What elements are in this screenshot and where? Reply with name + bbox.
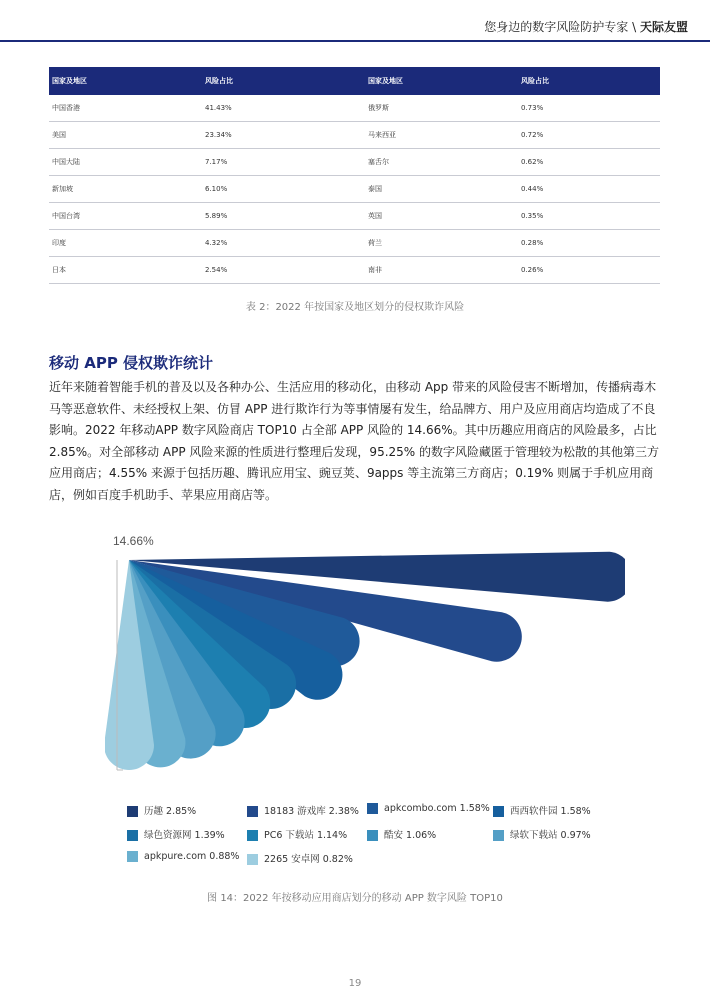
table-cell: 6.10% (202, 176, 365, 203)
table-cell: 俄罗斯 (365, 95, 518, 122)
table-cell: 美国 (49, 122, 202, 149)
table-cell: 印度 (49, 230, 202, 257)
table-cell: 中国香港 (49, 95, 202, 122)
table-cell: 23.34% (202, 122, 365, 149)
legend-swatch (127, 830, 138, 841)
legend-item (247, 851, 353, 865)
table-row (49, 203, 660, 230)
legend-label: 18183 游戏库 2.38% (264, 806, 359, 817)
legend-label: 历趣 2.85% (144, 806, 197, 817)
chart-caption: 图 14：2022 年按移动应用商店划分的移动 APP 数字风险 TOP10 (207, 893, 503, 904)
col-header-region-2: 国家及地区 (365, 67, 518, 95)
legend-label: 酷安 1.06% (384, 830, 437, 841)
header-brand: 天际友盟 (639, 20, 688, 34)
table-cell: 0.28% (518, 230, 660, 257)
legend-swatch (127, 806, 138, 817)
section-paragraph: 近年来随着智能手机的普及以及各种办公、生活应用的移动化，由移动 App 带来的风险侵害不断增加，传播病毒木马等恶意软件、未经授权上架、仿冒 APP 进行欺诈行为等事情屡有发生，给品牌方、用户及应用商店均造成了不良影响。2022 年移动APP 数字风险商店 TOP10 占全部 APP 风险的 14.66%。其中历趣应用商店的风险最多，占比 2.85%。对全部移动 APP 风险来源的性质进行整理后发现，95.25% 的数字风险藏匿于管理较为松散的其他第三方应用商店；4.55% 来源于包括历趣、腾讯应用宝、豌豆荚、9apps 等主流第三方商店；0.19% 则属于手机应用商店，例如百度手机助手、苹果应用商店等。 (49, 380, 660, 502)
table-cell: 马来西亚 (365, 122, 518, 149)
col-header-ratio-1: 风险占比 (202, 67, 365, 95)
table-row (49, 257, 660, 284)
table-cell: 塞舌尔 (365, 149, 518, 176)
risk-table (49, 67, 660, 284)
table-cell: 41.43% (202, 95, 365, 122)
header-separator: \ (632, 20, 637, 34)
legend-swatch (493, 806, 504, 817)
table-row (49, 95, 660, 122)
legend-label: apkcombo.com 1.58% (384, 803, 490, 814)
legend-swatch (127, 851, 138, 862)
table-cell: 0.44% (518, 176, 660, 203)
fan-chart (105, 530, 625, 780)
legend-label: 西西软件园 1.58% (510, 806, 591, 817)
table-cell: 南非 (365, 257, 518, 284)
table-row (49, 230, 660, 257)
legend-item (127, 803, 196, 817)
col-header-ratio-2: 风险占比 (518, 67, 660, 95)
table-cell: 0.72% (518, 122, 660, 149)
legend-label: 2265 安卓网 0.82% (264, 854, 353, 865)
legend-swatch (247, 854, 258, 865)
legend-swatch (367, 803, 378, 814)
header-rule (0, 40, 710, 42)
table-cell: 中国台湾 (49, 203, 202, 230)
legend-swatch (247, 830, 258, 841)
col-header-region-1: 国家及地区 (49, 67, 202, 95)
table-cell: 日本 (49, 257, 202, 284)
legend-item (493, 827, 591, 841)
legend-item (247, 803, 359, 817)
legend-item (127, 851, 239, 862)
table-cell: 泰国 (365, 176, 518, 203)
table-cell: 5.89% (202, 203, 365, 230)
legend-swatch (247, 806, 258, 817)
table-caption: 表 2：2022 年按国家及地区划分的侵权欺诈风险 (245, 302, 465, 313)
table-cell: 0.35% (518, 203, 660, 230)
legend-item (127, 827, 225, 841)
legend-label: 绿色资源网 1.39% (144, 830, 225, 841)
table-cell: 新加坡 (49, 176, 202, 203)
legend-label: 绿软下载站 0.97% (510, 830, 591, 841)
legend-label: PC6 下载站 1.14% (264, 830, 348, 841)
legend-item (367, 803, 490, 814)
table-cell: 英国 (365, 203, 518, 230)
table-row (49, 176, 660, 203)
legend-item (493, 803, 591, 817)
fan-bars (105, 552, 625, 770)
table-cell: 0.62% (518, 149, 660, 176)
table-cell: 0.26% (518, 257, 660, 284)
table-row (49, 122, 660, 149)
page-header (484, 18, 688, 35)
table-row (49, 149, 660, 176)
legend-label: apkpure.com 0.88% (144, 851, 240, 862)
table-cell: 7.17% (202, 149, 365, 176)
table-cell: 0.73% (518, 95, 660, 122)
header-slogan: 您身边的数字风险防护专家 (484, 20, 629, 34)
table-header-row (49, 67, 660, 95)
section-title: 移动 APP 侵权欺诈统计 (49, 354, 214, 372)
table-cell: 荷兰 (365, 230, 518, 257)
legend-item (367, 827, 436, 841)
legend-item (247, 827, 347, 841)
table-cell: 中国大陆 (49, 149, 202, 176)
legend-swatch (367, 830, 378, 841)
legend-swatch (493, 830, 504, 841)
table-cell: 4.32% (202, 230, 365, 257)
page-number: 19 (348, 978, 362, 989)
chart-title: 14.66% (113, 534, 154, 548)
table-cell: 2.54% (202, 257, 365, 284)
